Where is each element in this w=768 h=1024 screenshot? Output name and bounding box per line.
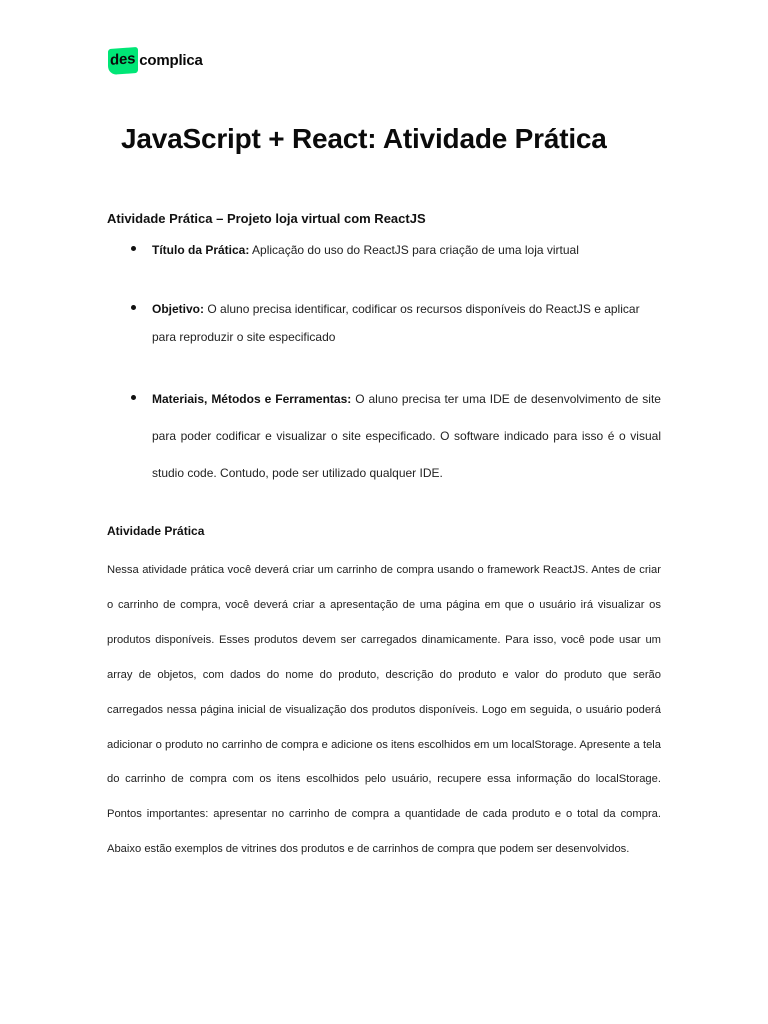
bullet-text: O aluno precisa ter uma IDE de desenvolvimento de site para poder codificar e visualizar o site especificado. O software indicado para isso é o visual studio code. Contudo, pode ser utilizado qualquer IDE.: [152, 392, 661, 480]
bullet-label: Materiais, Métodos e Ferramentas:: [152, 392, 352, 406]
list-item-materiais: [107, 381, 661, 492]
bullet-label: Título da Prática:: [152, 243, 250, 257]
page-title: JavaScript + React: Atividade Prática: [121, 123, 607, 154]
activity-subtitle: Atividade Prática – Projeto loja virtual com ReactJS: [107, 211, 426, 226]
bullet-icon: [131, 395, 136, 400]
list-item-objetivo: [107, 295, 661, 351]
activity-description: Nessa atividade prática você deverá criar um carrinho de compra usando o framework ReactJS. Antes de criar o carrinho de compra, você deverá criar a apresentação de uma página em que o usuário irá visualizar os produtos disponíveis. Esses produtos devem ser carregados dinamicamente. Para isso, você pode usar um array de objetos, com dados do nome do produto, descrição do produto e valor do produto que serão carregados nessa página inicial de visualização dos produtos disponíveis. Logo em seguida, o usuário poderá adicionar o produto no carrinho de compra e adicione os itens escolhidos em um localStorage. Apresente a tela do carrinho de compra com os itens escolhidos pelo usuário, recupere essa informação do localStorage. Pontos importantes: apresentar no carrinho de compra a quantidade de cada produto e o total da compra. Abaixo estão exemplos de vitrines dos produtos e de carrinhos de compra que podem ser desenvolvidos.: [107, 564, 661, 856]
activity-details-list: [107, 238, 661, 492]
bullet-text: Aplicação do uso do ReactJS para criação de uma loja virtual: [249, 243, 579, 257]
logo-badge: des: [108, 47, 138, 75]
bullet-text: O aluno precisa identificar, codificar os recursos disponíveis do ReactJS e aplicar para reproduzir o site especificado: [152, 302, 640, 344]
logo-text: complica: [139, 52, 203, 69]
bullet-icon: [131, 246, 136, 251]
list-item-titulo: [107, 238, 661, 262]
section-title: Atividade Prática: [107, 524, 205, 538]
bullet-icon: [131, 305, 136, 310]
bullet-label: Objetivo:: [152, 302, 205, 316]
descomplica-logo: [108, 48, 203, 74]
